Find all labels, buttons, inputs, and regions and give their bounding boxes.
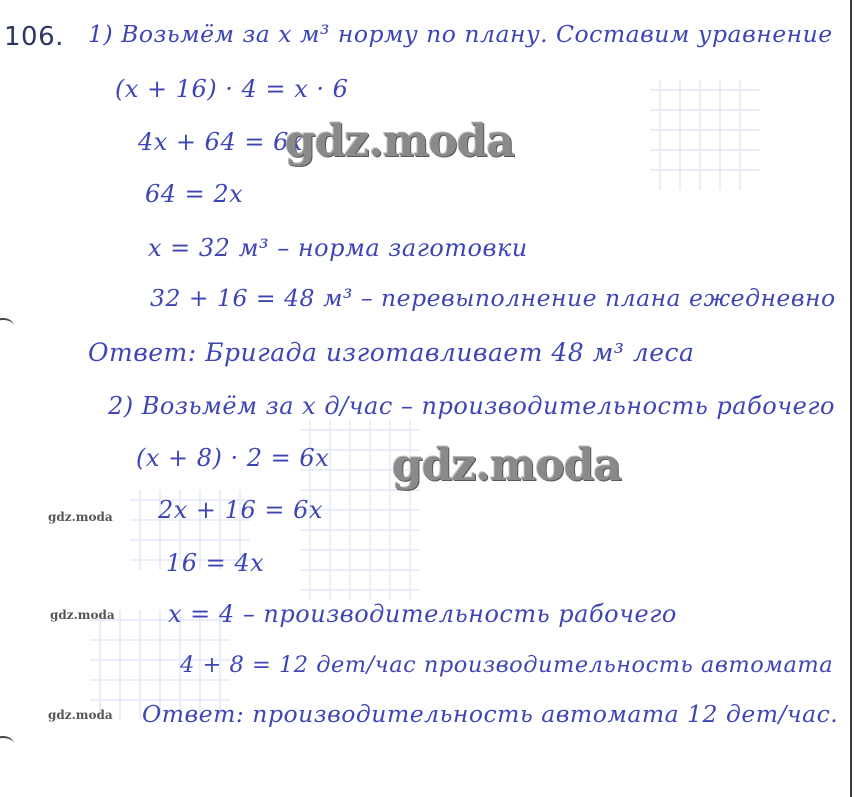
part1-equation-1: (x + 16) · 4 = x · 6 xyxy=(115,75,349,103)
binding-ring-mark xyxy=(0,318,14,334)
problem-number: 106. xyxy=(4,22,64,52)
part1-intro: 1) Возьмём за x м³ норму по плану. Составим уравнение xyxy=(88,20,833,48)
watermark-large: gdz.moda xyxy=(285,116,515,167)
part1-equation-5: 32 + 16 = 48 м³ – перевыполнение плана ежедневно xyxy=(150,284,836,312)
binding-ring-mark xyxy=(0,736,14,752)
watermark-small: gdz.moda xyxy=(48,708,113,722)
part2-equation-3: 16 = 4x xyxy=(166,549,265,577)
part1-equation-4: x = 32 м³ – норма заготовки xyxy=(148,234,528,262)
part2-answer: Ответ: производительность автомата 12 дет/час. xyxy=(142,700,839,728)
part2-intro: 2) Возьмём за x д/час – производительность рабочего xyxy=(108,392,835,420)
part1-equation-3: 64 = 2x xyxy=(145,180,244,208)
part2-equation-1: (x + 8) · 2 = 6x xyxy=(136,444,330,472)
page-edge-line xyxy=(850,0,852,797)
part1-answer: Ответ: Бригада изготавливает 48 м³ леса xyxy=(88,338,695,367)
part1-equation-2: 4x + 64 = 6x xyxy=(138,128,303,156)
watermark-large: gdz.moda xyxy=(392,440,622,491)
part2-equation-5: 4 + 8 = 12 дет/час производительность автомата xyxy=(180,652,834,678)
watermark-small: gdz.moda xyxy=(48,510,113,524)
part2-equation-2: 2x + 16 = 6x xyxy=(158,496,323,524)
part2-equation-4: x = 4 – производительность рабочего xyxy=(168,600,677,628)
watermark-small: gdz.moda xyxy=(50,608,115,622)
